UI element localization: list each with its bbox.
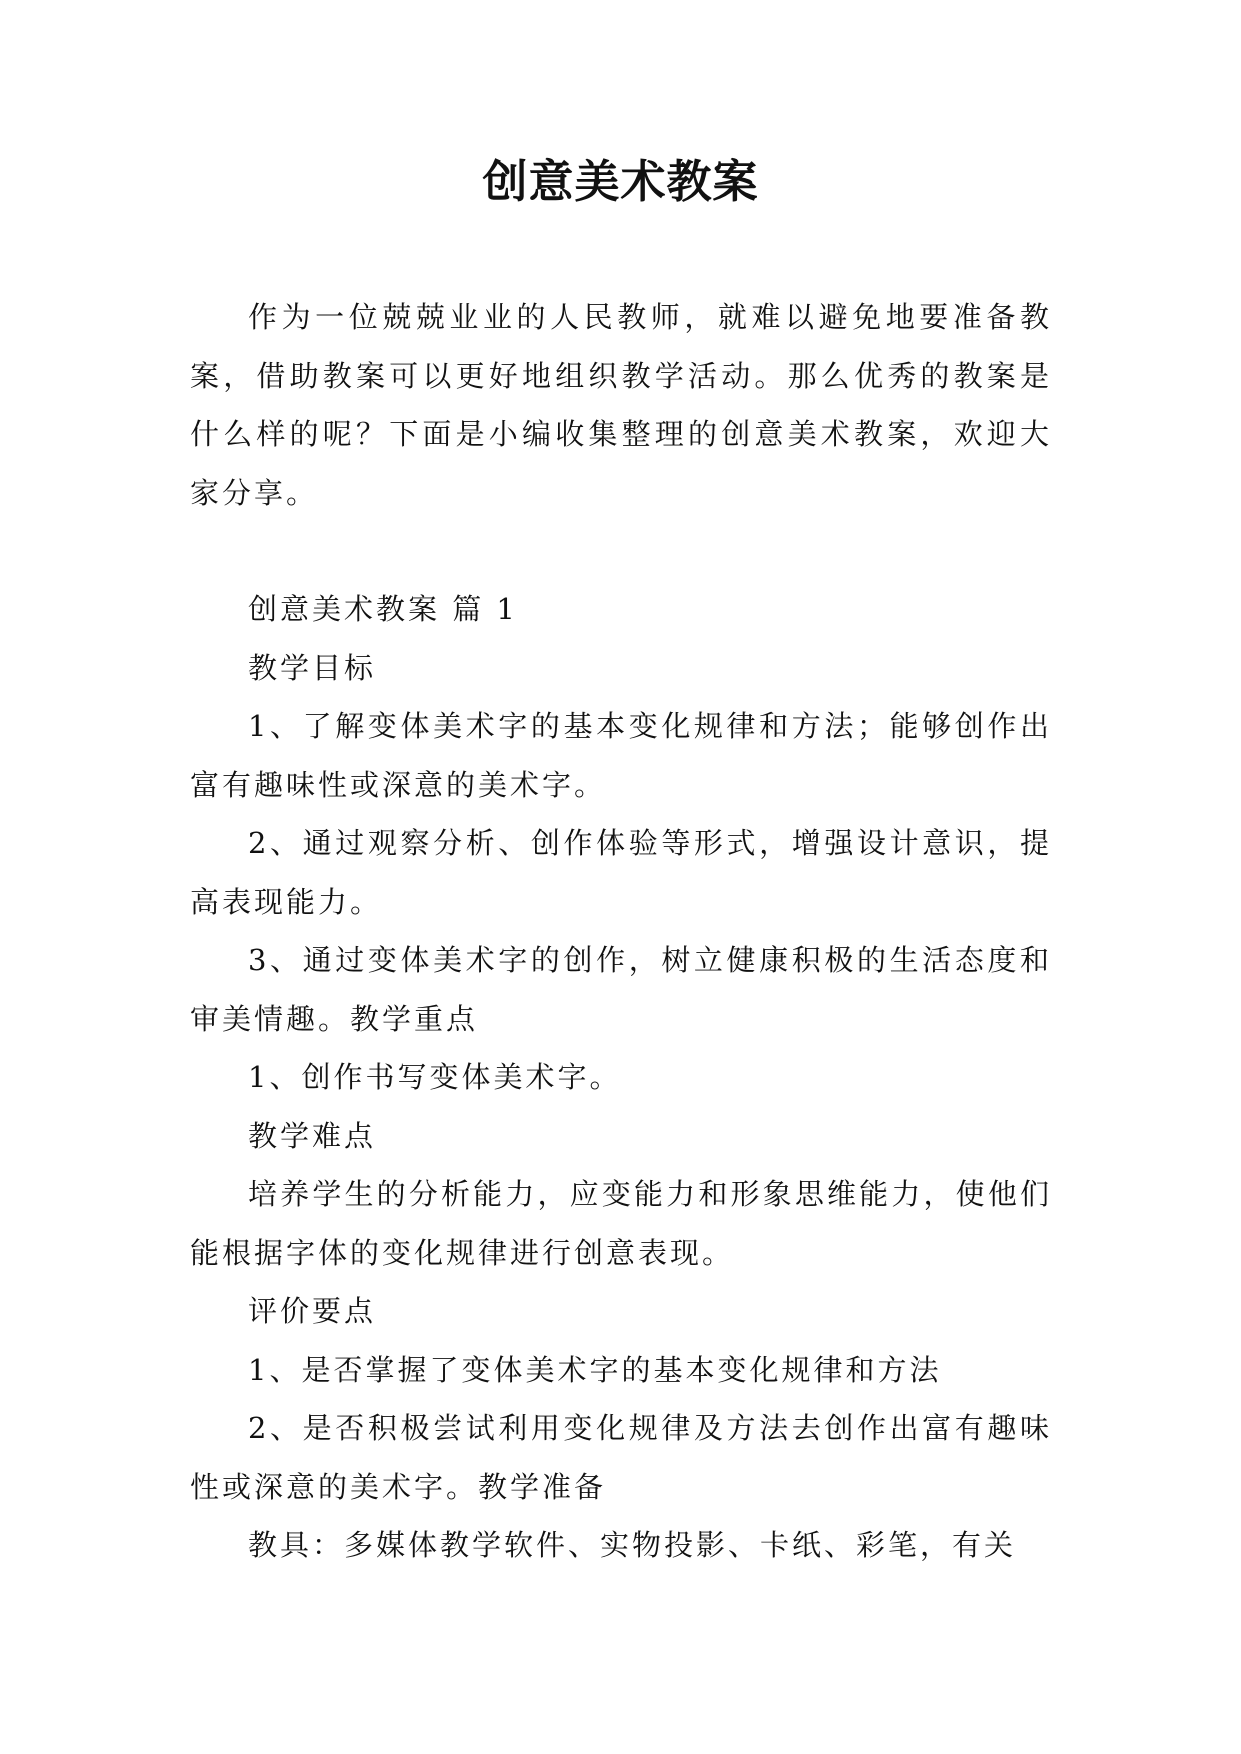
paragraph: 教具：多媒体教学软件、实物投影、卡纸、彩笔，有关 [248,1528,1017,1562]
subheading-teaching-goals: 教学目标 [248,650,377,685]
document-body [190,288,1052,1575]
document-title: 创意美术教案 [482,155,759,208]
paragraph: 2、通过观察分析、创作体验等形式，增强设计意识，提高表现能力。 [190,826,1052,919]
paragraph: 2、是否积极尝试利用变化规律及方法去创作出富有趣味性或深意的美术字。教学准备 [190,1411,1052,1504]
paragraph: 培养学生的分析能力，应变能力和形象思维能力，使他们能根据字体的变化规律进行创意表现。 [190,1177,1052,1270]
paragraph: 1、是否掌握了变体美术字的基本变化规律和方法 [248,1352,942,1387]
paragraph: 1、了解变体美术字的基本变化规律和方法；能够创作出富有趣味性或深意的美术字。 [190,709,1052,802]
paragraph: 1、创作书写变体美术字。 [248,1060,622,1094]
intro-paragraph: 作为一位兢兢业业的人民教师，就难以避免地要准备教案，借助教案可以更好地组织教学活动。那么优秀的教案是什么样的呢？下面是小编收集整理的创意美术教案，欢迎大家分享。 [190,300,1052,510]
subheading-teaching-difficulty: 教学难点 [248,1118,377,1153]
paragraph: 3、通过变体美术字的创作，树立健康积极的生活态度和审美情趣。教学重点 [190,943,1052,1036]
section-heading: 创意美术教案 篇 1 [248,592,518,626]
subheading-evaluation-points: 评价要点 [248,1294,377,1328]
section-spacer [190,522,1052,580]
